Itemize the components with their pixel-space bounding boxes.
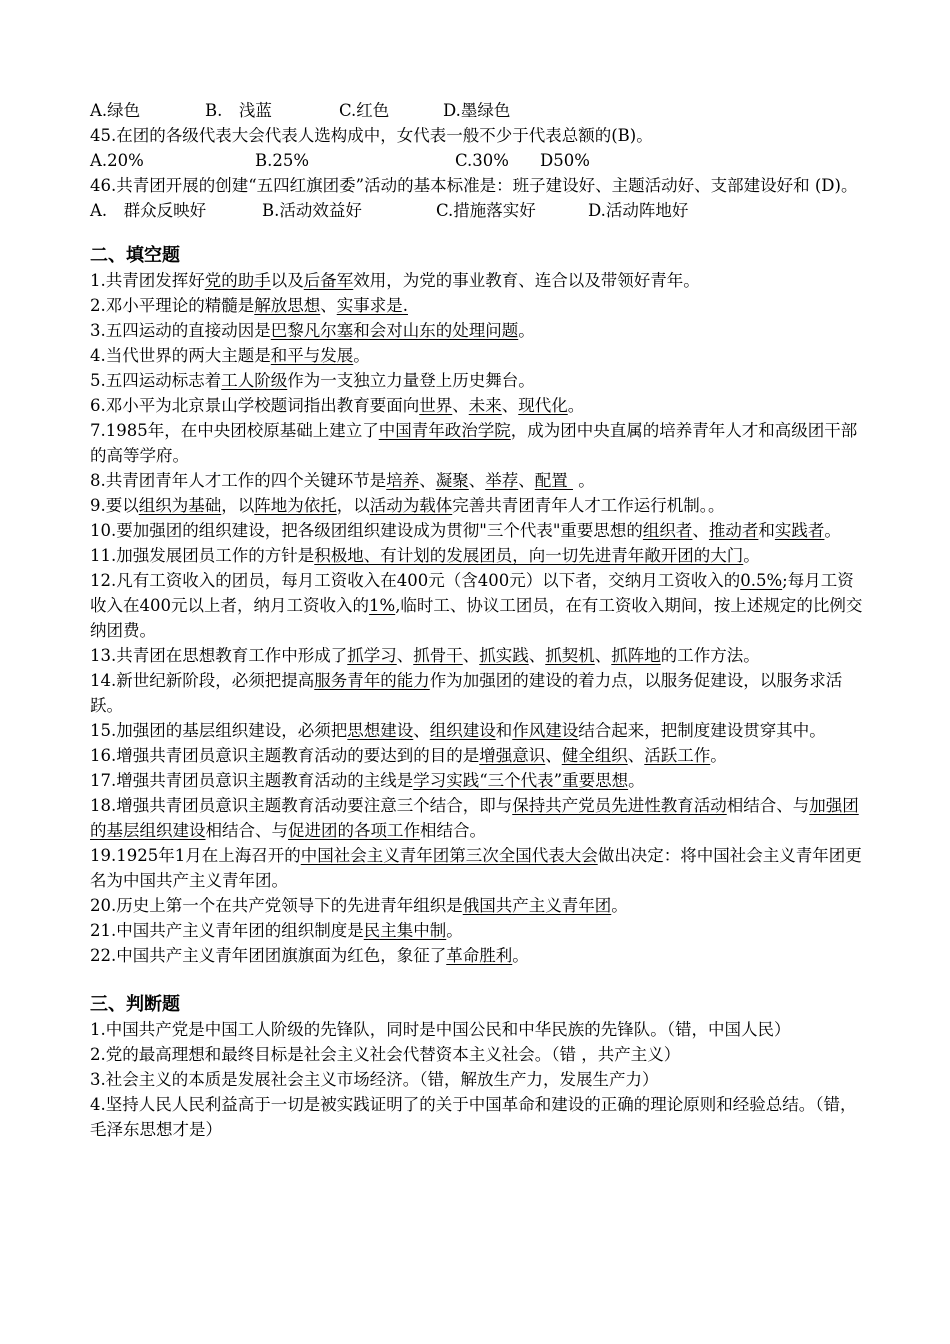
fill-answer: 抓学习 — [347, 646, 397, 665]
fill-text: 6.邓小平为北京景山学校题词指出教育要面向 — [90, 396, 420, 415]
option-a: A. 群众反映好 — [90, 201, 207, 220]
fill-answer: 巴黎凡尔塞和会对山东的处理问题 — [270, 321, 519, 340]
fill-answer: 组织者 — [642, 521, 693, 540]
fill-text: 、 — [462, 646, 480, 665]
judge-list — [90, 1017, 870, 1142]
fill-text: 的工作方法。 — [660, 646, 760, 665]
fill-answer: 推动者 — [708, 521, 759, 540]
fill-text: 15.加强团的基层组织建设，必须把 — [90, 721, 348, 740]
fill-text: 。 — [743, 546, 760, 565]
section-title-fill: 二、填空题 — [90, 245, 180, 266]
fill-text: ;每月工资收入在400元以上者，纳月工资收入的 — [90, 571, 854, 615]
fill-text: 和 — [758, 521, 775, 540]
fill-text: 。 — [446, 921, 463, 940]
judge-item: 1.中国共产党是中国工人阶级的先锋队，同时是中国公民和中华民族的先锋队。（错，中国人民） — [90, 1020, 791, 1039]
fill-answer: 中国社会主义青年团第三次全国代表大会 — [300, 846, 598, 865]
fill-answer: 活跃工作 — [644, 746, 711, 765]
fill-item — [90, 268, 870, 293]
fill-text: 、 — [692, 521, 709, 540]
fill-answer: 0.5% — [740, 571, 783, 590]
fill-text: 、 — [627, 746, 645, 765]
fill-text: 。 — [824, 521, 841, 540]
fill-item — [90, 743, 870, 768]
fill-text: 、 — [545, 746, 562, 765]
q45-text: 45.在团的各级代表大会代表人选构成中，女代表一般不少于代表总额的(B)。 — [90, 126, 653, 145]
fill-item — [90, 943, 870, 968]
fill-answer: 党的助手 — [204, 271, 271, 290]
fill-text: 、 — [419, 471, 436, 490]
fill-text: 19.1925年1月在上海召开的 — [90, 846, 301, 865]
fill-item — [90, 543, 870, 568]
judge-item: 2.党的最高理想和最终目标是社会主义社会代替资本主义社会。（错 ，共产主义） — [90, 1045, 681, 1064]
fill-item — [90, 718, 870, 743]
fill-text: 作为加强团的建设的着力点，以服务促建设，以服务求活跃。 — [90, 671, 843, 715]
fill-text: 。 — [512, 946, 529, 965]
fill-text: 22.中国共产主义青年团团旗旗面为红色，象征了 — [90, 946, 447, 965]
fill-text: 、 — [468, 471, 486, 490]
fill-text: 3.五四运动的直接动因是 — [90, 321, 271, 340]
option-a: A.绿色 — [90, 101, 141, 120]
fill-text: 作为一支独立力量登上历史舞台。 — [287, 371, 535, 390]
fill-item — [90, 768, 870, 793]
fill-text: 相结合。 — [420, 821, 486, 840]
fill-answer: 世界 — [419, 396, 453, 415]
fill-text: 。 — [567, 396, 585, 415]
fill-item — [90, 918, 870, 943]
fill-text: 2.邓小平理论的精髓是 — [90, 296, 255, 315]
option-d: D.活动阵地好 — [588, 201, 689, 220]
fill-text: ，以 — [336, 496, 370, 515]
fill-text: 。 — [353, 346, 370, 365]
fill-text: 11.加强发展团员工作的方针是 — [90, 546, 315, 565]
fill-in-list — [90, 268, 870, 968]
fill-text: 。 — [611, 896, 628, 915]
fill-text: 、 — [594, 646, 612, 665]
fill-item — [90, 793, 870, 843]
fill-answer: 促进团的各项工作 — [288, 821, 420, 840]
fill-text: 和 — [495, 721, 513, 740]
fill-answer: 组织为基础 — [138, 496, 222, 515]
fill-text: 20.历史上第一个在共产党领导下的先进青年组织是 — [90, 896, 463, 915]
fill-text: 8.共青团青年人才工作的四个关键环节是 — [90, 471, 387, 490]
option-c: C.红色 — [339, 101, 390, 120]
fill-answer: 阵地为依托 — [254, 496, 337, 515]
fill-text: 相结合、与 — [205, 821, 288, 840]
fill-text: 4.当代世界的两大主题是 — [90, 346, 271, 365]
fill-text: 效用，为党的事业教育、连合以及带领好青年。 — [353, 271, 700, 290]
option-a: A.20% — [90, 151, 144, 170]
fill-answer: 积极地、有计划的发展团员，向一切先进青年敞开团的大门 — [314, 546, 744, 565]
option-c: C.30% — [455, 151, 509, 170]
fill-text: 。 — [518, 321, 535, 340]
fill-answer: 保持共产党员先进性教育活动 — [512, 796, 727, 815]
fill-item — [90, 643, 870, 668]
fill-text: 做出决定：将中国社会主义青年团更名为中国共产主义青年团。 — [90, 846, 862, 890]
fill-text: ，成为团中央直属的培养青年人才和高级团干部的高等学府。 — [90, 421, 858, 465]
judge-item: 4.坚持人民人民利益高于一切是被实践证明了的关于中国革命和建设的正确的理论原则和经验总结。（错，毛泽东思想才是） — [90, 1095, 857, 1139]
fill-text: 12.凡有工资收入的团员，每月工资收入在400元（含400元）以下者，交纳月工资收入的 — [90, 571, 741, 590]
fill-answer: 培养 — [386, 471, 420, 490]
fill-text: 结合起来，把制度建设贯穿其中。 — [578, 721, 826, 740]
fill-answer: 工人阶级 — [221, 371, 288, 390]
fill-item — [90, 343, 870, 368]
fill-item — [90, 493, 870, 518]
fill-text: 10.要加强团的组织建设，把各级团组织建设成为贯彻"三个代表"重要思想的 — [90, 521, 643, 540]
fill-answer: 增强意识 — [479, 746, 546, 765]
fill-text: 21.中国共产主义青年团的组织制度是 — [90, 921, 364, 940]
fill-answer: 解放思想 — [254, 296, 321, 315]
fill-text: 7.1985年，在中央团校原基础上建立了 — [90, 421, 379, 440]
fill-item — [90, 393, 870, 418]
fill-answer: 思想建设 — [347, 721, 414, 740]
fill-text: 、 — [396, 646, 414, 665]
fill-answer: 加强团的基层组织建设 — [90, 796, 859, 840]
fill-answer: 俄国共产主义青年团 — [462, 896, 612, 915]
fill-answer: 中国青年政治学院 — [378, 421, 511, 440]
fill-answer: 民主集中制 — [363, 921, 447, 940]
fill-item — [90, 418, 870, 468]
fill-text: 9.要以 — [90, 496, 139, 515]
option-d: D50% — [540, 151, 590, 170]
option-b: B. 浅蓝 — [205, 101, 272, 120]
fill-text: 。 — [710, 746, 727, 765]
fill-item — [90, 468, 870, 493]
q44-options — [90, 98, 870, 123]
fill-text: ，以 — [221, 496, 255, 515]
fill-answer: 抓契机 — [545, 646, 595, 665]
fill-text: 、 — [501, 396, 519, 415]
fill-answer: 举荐 — [485, 471, 519, 490]
fill-item — [90, 568, 870, 643]
option-b: B.25% — [255, 151, 310, 170]
fill-text: 14.新世纪新阶段，必须把提高 — [90, 671, 315, 690]
fill-answer: 实事求是. — [336, 296, 408, 315]
fill-answer: 作风建设 — [512, 721, 579, 740]
document-body — [90, 98, 870, 1142]
fill-answer: 学习实践“三个代表”重要思想 — [413, 771, 629, 790]
fill-text: ,临时工、协议工团员，在有工资收入期间，按上述规定的比例交纳团费。 — [90, 596, 863, 640]
fill-answer: 抓阵地 — [611, 646, 661, 665]
option-c: C.措施落实好 — [436, 201, 536, 220]
fill-item — [90, 318, 870, 343]
fill-text: 17.增强共青团员意识主题教育活动的主线是 — [90, 771, 414, 790]
fill-answer: 组织建设 — [429, 721, 496, 740]
option-d: D.墨绿色 — [443, 101, 511, 120]
fill-text: 完善共青团青年人才工作运行机制。。 — [452, 496, 725, 515]
fill-item — [90, 293, 870, 318]
fill-answer: 凝聚 — [435, 471, 469, 490]
q45-options — [90, 148, 870, 173]
fill-text: 、 — [452, 396, 469, 415]
fill-text: 以及 — [270, 271, 304, 290]
fill-text: 。 — [573, 471, 595, 490]
fill-text: 相结合、与 — [726, 796, 810, 815]
section-title-judge: 三、判断题 — [90, 994, 180, 1015]
fill-answer: 抓骨干 — [413, 646, 463, 665]
fill-item — [90, 368, 870, 393]
fill-answer: 活动为载体 — [369, 496, 453, 515]
fill-answer: 后备军 — [303, 271, 354, 290]
fill-text: 16.增强共青团员意识主题教育活动的要达到的目的是 — [90, 746, 480, 765]
fill-answer: 实践者 — [774, 521, 825, 540]
fill-answer: 1% — [369, 596, 396, 615]
fill-answer: 未来 — [468, 396, 502, 415]
fill-text: 13.共青团在思想教育工作中形成了 — [90, 646, 348, 665]
judge-item: 3.社会主义的本质是发展社会主义市场经济。（错，解放生产力，发展生产力） — [90, 1070, 659, 1089]
fill-answer: 健全组织 — [561, 746, 628, 765]
fill-text: 18.增强共青团员意识主题教育活动要注意三个结合，即与 — [90, 796, 513, 815]
fill-item — [90, 843, 870, 893]
fill-answer: 现代化 — [518, 396, 568, 415]
option-b: B.活动效益好 — [262, 201, 362, 220]
fill-text: 。 — [628, 771, 645, 790]
fill-answer: 抓实践 — [479, 646, 529, 665]
fill-text: 、 — [413, 721, 430, 740]
fill-item — [90, 668, 870, 718]
fill-item — [90, 518, 870, 543]
fill-text: 5.五四运动标志着 — [90, 371, 222, 390]
q46-text: 46.共青团开展的创建“五四红旗团委”活动的基本标准是：班子建设好、主题活动好、支部建设好和 (D)。 — [90, 176, 858, 195]
fill-answer: 配置 — [534, 471, 573, 490]
fill-text: 、 — [320, 296, 337, 315]
fill-text: 、 — [528, 646, 546, 665]
fill-text: 、 — [518, 471, 535, 490]
fill-text: 1.共青团发挥好 — [90, 271, 205, 290]
fill-item — [90, 893, 870, 918]
q46-options — [90, 198, 870, 223]
fill-answer: 服务青年的能力 — [314, 671, 430, 690]
fill-answer: 革命胜利 — [446, 946, 513, 965]
fill-answer: 和平与发展 — [270, 346, 354, 365]
